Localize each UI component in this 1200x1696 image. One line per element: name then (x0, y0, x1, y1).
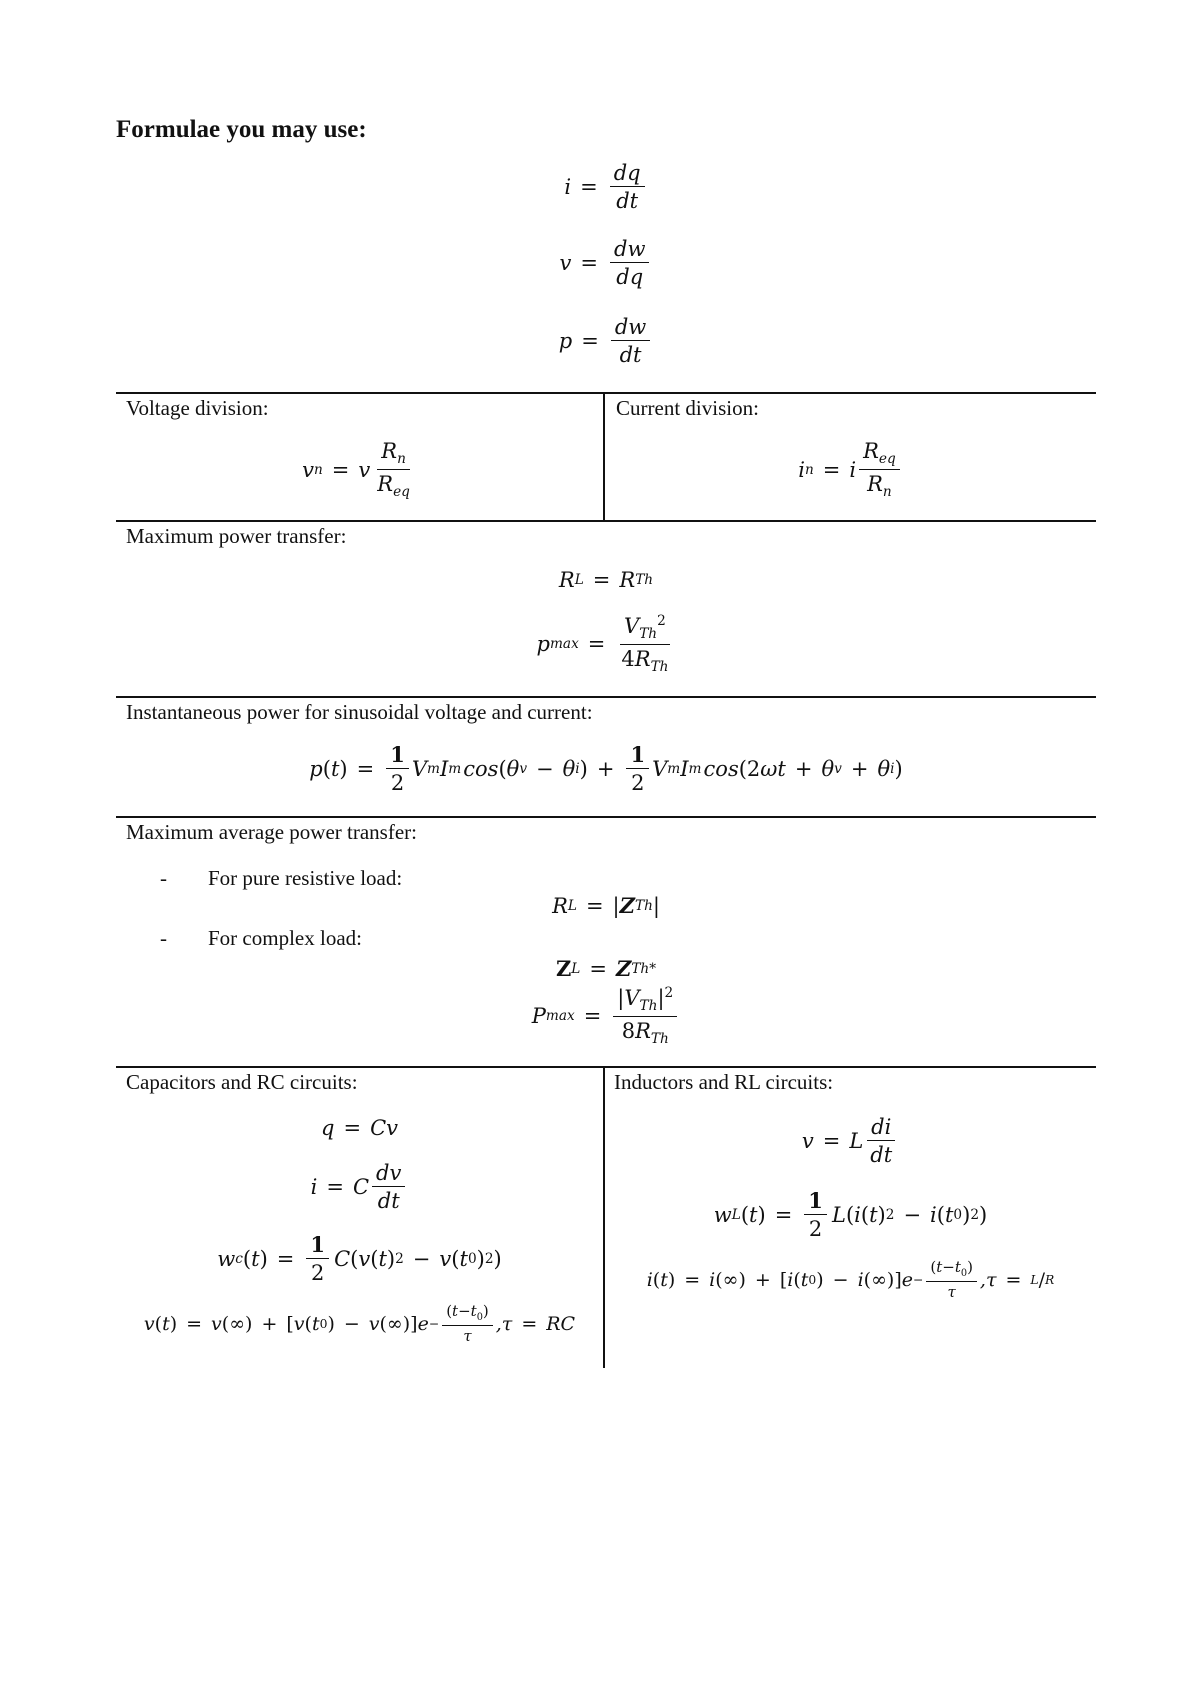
current-division-label: Current division: (616, 396, 759, 420)
voltage-definition-formula: v = $\frac{dw}{dq}$ (116, 238, 1096, 288)
power-definition-formula: p = $\frac{dw}{dt}$ (116, 316, 1096, 366)
max-power-formula: p max = $\frac{V_{Th}^2}{4R_{Th}}$ (536, 613, 669, 675)
divider-2 (116, 520, 1096, 522)
voltage-division-label: Voltage division: (126, 396, 269, 420)
pure-resistive-bullet (110, 866, 402, 891)
max-average-power-label: Maximum average power transfer: (126, 820, 417, 844)
divider-3 (116, 696, 1096, 698)
complex-load-label: For complex load: (208, 926, 362, 950)
capacitor-current-formula: i = C $\frac{dv}{dt}$ (116, 1162, 603, 1212)
inductor-energy-formula: w L ( t ) = $\frac{1}{2}$ L ( i ( t ) 2 − i ( t 0 ) 2 ) (713, 1188, 988, 1242)
current-division-formula: i n = i $\frac{R_{eq}}{R_n}$ (605, 440, 1096, 499)
page-title: Formulae you may use: (116, 116, 367, 143)
load-resistance-formula: R L = R Th (558, 568, 654, 592)
voltage-division-formula: v n = v $\frac{R_n}{R_{eq}}$ (302, 439, 410, 500)
pure-resistive-label: For pure resistive load: (208, 866, 403, 890)
bullet-dash: - (160, 926, 167, 950)
resistive-load-formula: R L = | Z Th | (552, 893, 660, 918)
instantaneous-power-label: Instantaneous power for sinusoidal voltage and current: (126, 700, 593, 724)
divider-4 (116, 816, 1096, 818)
max-average-power-formula: P max = $\frac{|V_{Th}|^2}{8R_{Th}}$ (116, 986, 1096, 1046)
divider-vertical-1 (603, 392, 605, 520)
capacitor-energy-formula: w c ( t ) = $\frac{1}{2}$ C ( v ( t ) 2 − v ( t 0 ) 2 ) (217, 1232, 502, 1286)
inductor-voltage-formula: v = L $\frac{di}{dt}$ (605, 1116, 1096, 1166)
complex-load-bullet (110, 926, 362, 951)
instantaneous-power-formula: p ( t ) = $\frac{1}{2}$ V m I m cos ( θ v − θ i ) + $\frac{1}{2}$ V m I m cos (2 ωt + θ v + θ i ) (309, 742, 903, 796)
rl-circuits-label: Inductors and RL circuits: (614, 1070, 834, 1094)
complex-load-formula: Z L = Z Th * (555, 956, 657, 981)
current-definition-formula: i = $\frac{dq}{dt}$ (116, 162, 1096, 212)
rc-response-formula: v ( t ) = v (∞) + [ v ( t 0 ) − v (∞) ] e − $\frac{(t-t_0)}{\tau}$ ,τ = RC (143, 1302, 576, 1346)
divider-1 (116, 392, 1096, 394)
rc-circuits-label: Capacitors and RC circuits: (126, 1070, 358, 1094)
rl-response-formula: i ( t ) = i (∞) + [ i ( t 0 ) − i (∞) ] e − $\frac{(t-t_0)}{\tau}$ ,τ = L / R (646, 1258, 1055, 1302)
capacitor-charge-formula: q = Cv (321, 1116, 398, 1140)
divider-5 (116, 1066, 1096, 1068)
bullet-dash: - (160, 866, 167, 890)
max-power-transfer-label: Maximum power transfer: (126, 524, 347, 548)
